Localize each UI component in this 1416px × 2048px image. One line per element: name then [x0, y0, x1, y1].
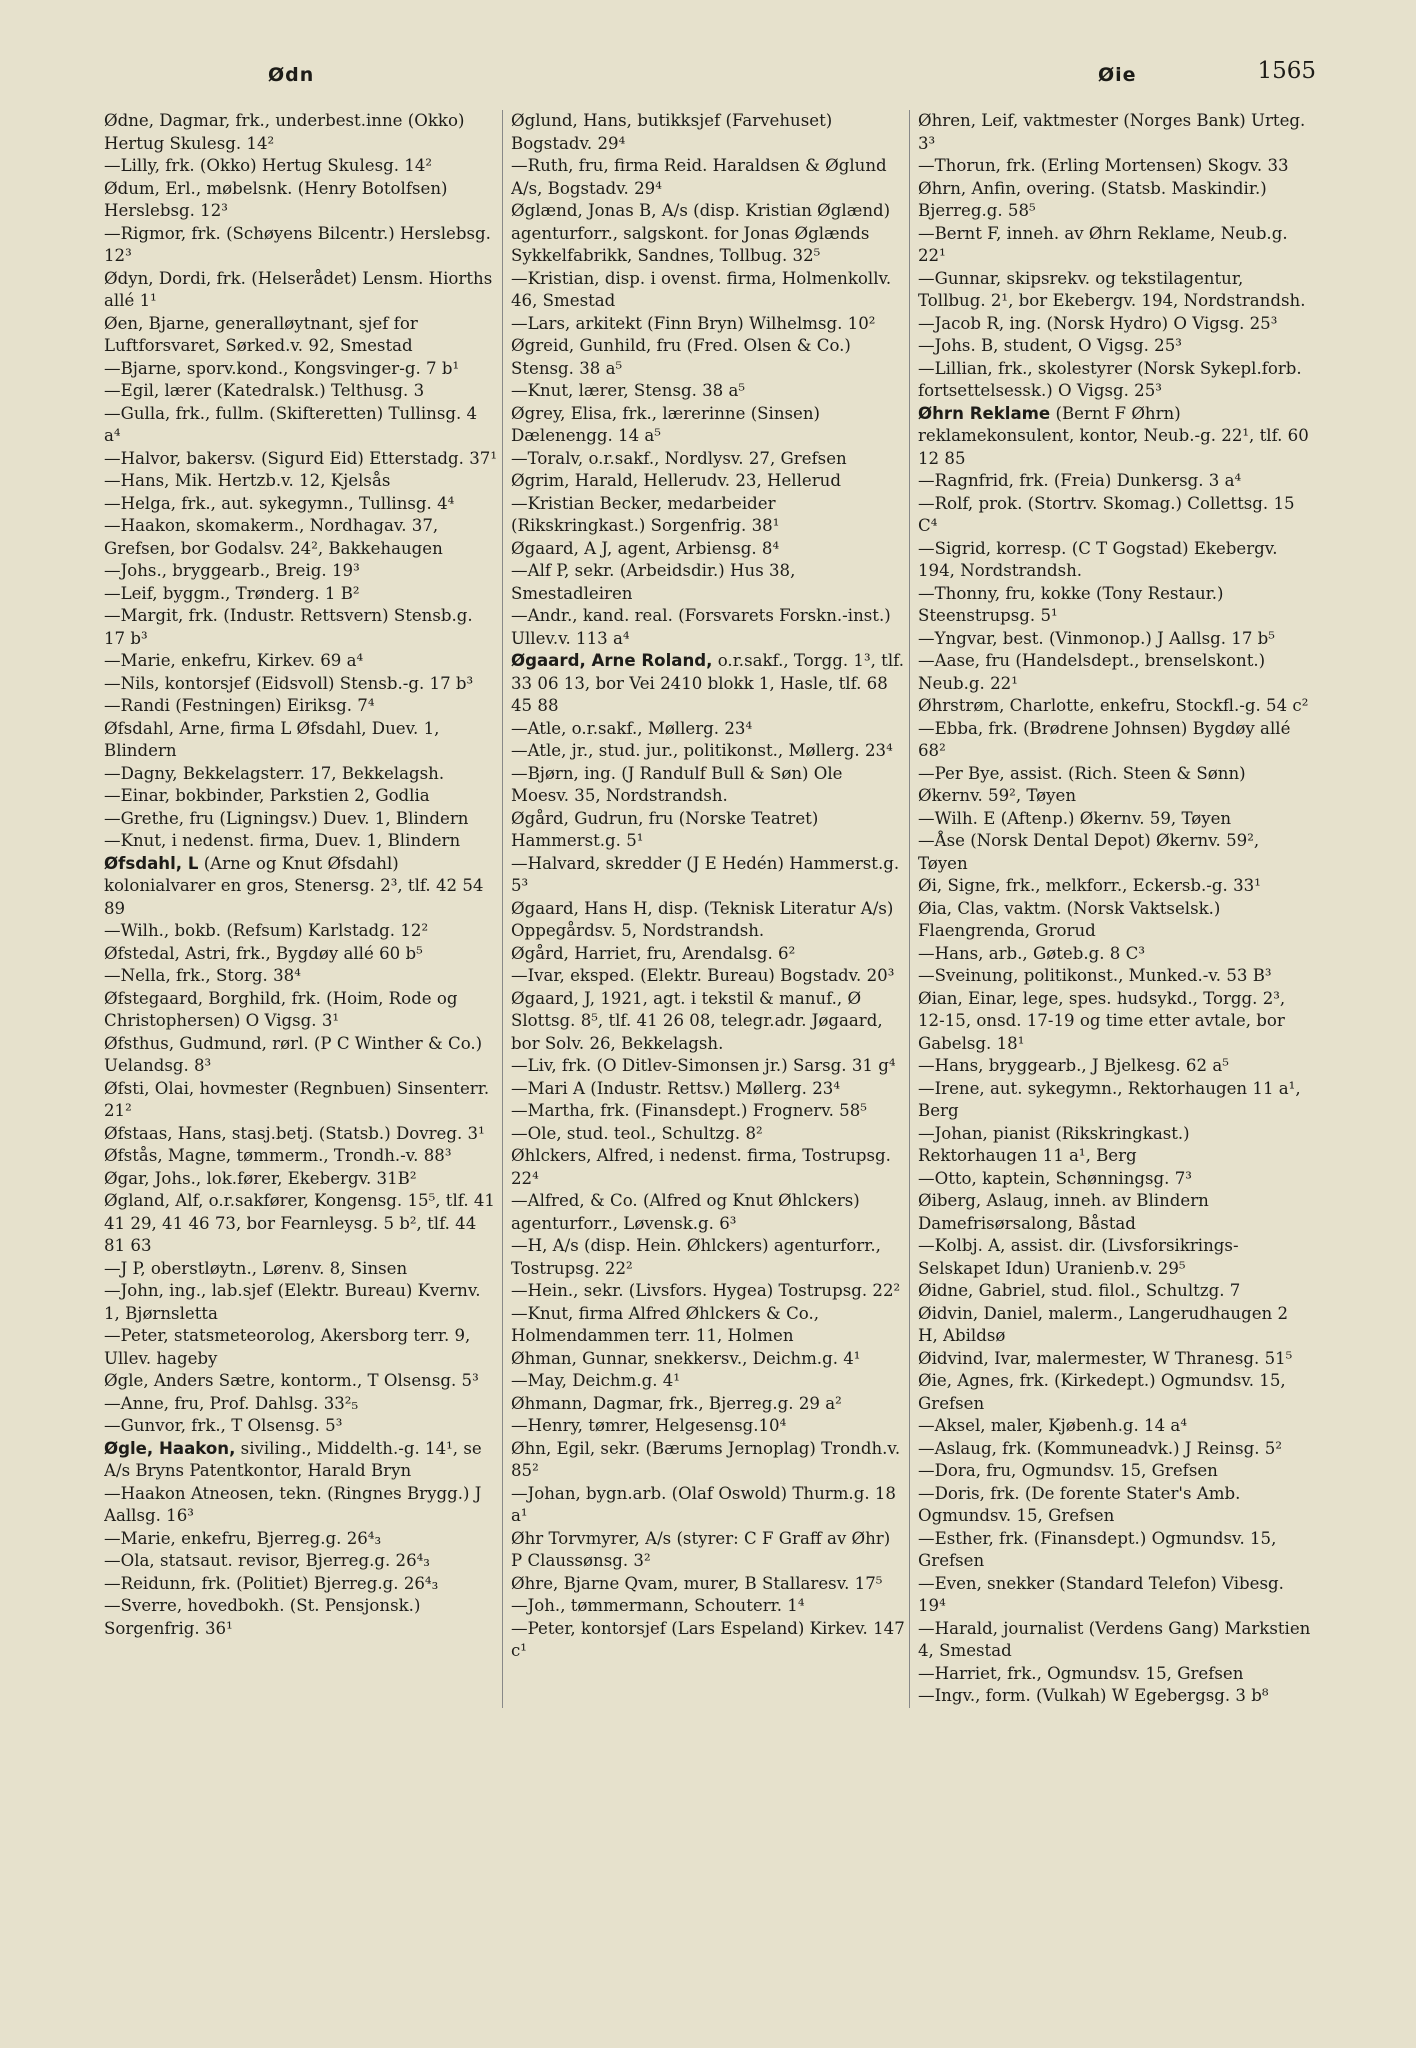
- entry-text: —J P, oberstløytn., Lørenv. 8, Sinsen: [104, 1258, 408, 1278]
- directory-entry: [104, 1483, 498, 1528]
- directory-entry: [511, 740, 905, 763]
- entry-text: —Hans, bryggearb., J Bjelkesg. 62 a⁵: [918, 1056, 1229, 1075]
- directory-entry: [918, 1280, 1312, 1303]
- entry-text: —Ivar, eksped. (Elektr. Bureau) Bogstadv. 20³: [511, 966, 895, 985]
- entry-text: —Kristian Becker, medarbeider (Rikskringkast.) Sorgenfrig. 38¹: [511, 493, 780, 535]
- entry-text: Øfstaas, Hans, stasj.betj. (Statsb.) Dovreg. 3¹: [104, 1123, 485, 1143]
- entry-text: —H, A/s (disp. Hein. Øhlckers) agenturforr., Tostrupsg. 22²: [511, 1236, 881, 1278]
- directory-entry: [918, 1618, 1312, 1663]
- entry-text: Øgrey, Elisa, frk., lærerinne (Sinsen) Dælenengg. 14 a⁵: [511, 403, 821, 445]
- entry-text: —Andr., kand. real. (Forsvarets Forskn.-inst.) Ullev.v. 113 a⁴: [511, 606, 891, 648]
- directory-entry: [511, 1393, 905, 1416]
- entry-text: —Lillian, frk., skolestyrer (Norsk Sykepl.forb. fortsettelsessk.) O Vigsg. 25³: [918, 358, 1302, 400]
- directory-entry: [104, 1550, 498, 1573]
- entry-text: —Bjørn, ing. (J Randulf Bull & Søn) Ole Moesv. 35, Nordstrandsh.: [511, 763, 843, 805]
- directory-entry: [511, 1078, 905, 1101]
- directory-entry: [918, 178, 1312, 223]
- directory-entry: [104, 605, 498, 650]
- directory-entry: [918, 1663, 1312, 1686]
- directory-entry: [918, 718, 1312, 763]
- entry-text: —Martha, frk. (Finansdept.) Frognerv. 58⁵: [511, 1101, 867, 1120]
- directory-entry: [511, 1123, 905, 1146]
- entry-text: —Haakon Atneosen, tekn. (Ringnes Brygg.) J Aallsg. 16³: [104, 1483, 482, 1525]
- entry-text: —Atle, o.r.sakf., Møllerg. 23⁴: [511, 718, 753, 738]
- directory-entry: [918, 1123, 1312, 1168]
- entry-text: Øidne, Gabriel, stud. filol., Schultzg. 7: [918, 1281, 1241, 1300]
- entry-text: —Grethe, fru (Ligningsv.) Duev. 1, Blindern: [104, 808, 469, 828]
- entry-bold-name: Øhrn Reklame: [918, 403, 1051, 423]
- directory-entry: [918, 1190, 1312, 1235]
- entry-text: Øhman, Gunnar, snekkersv., Deichm.g. 4¹: [511, 1348, 861, 1368]
- entry-text: siviling., Middelth.-g. 14¹, se A/s Bryns Patentkontor, Harald Bryn: [104, 1438, 482, 1480]
- directory-entry: [104, 358, 498, 381]
- entry-text: —Alfred, & Co. (Alfred og Knut Øhlckers) agenturforr., Løvensk.g. 6³: [511, 1191, 860, 1233]
- directory-entry: [511, 470, 905, 493]
- entry-text: Øhre, Bjarne Qvam, murer, B Stallaresv. 17⁵: [511, 1573, 883, 1593]
- entry-text: —Knut, i nedenst. firma, Duev. 1, Blindern: [104, 831, 461, 850]
- directory-entry: [511, 493, 905, 538]
- entry-text: —Marie, enkefru, Bjerreg.g. 26⁴₃: [104, 1528, 382, 1548]
- directory-entry: [918, 808, 1312, 831]
- entry-text: Øgaard, J, 1921, agt. i tekstil & manuf., Ø Slottsg. 8⁵, tlf. 41 26 08, telegr.adr. Jøgaard, bor Solv. 26, Bekkelagsh.: [511, 988, 883, 1053]
- entry-text: Øgle, Anders Sætre, kontorm., T Olsensg. 5³: [104, 1371, 479, 1390]
- entry-text: —Esther, frk. (Finansdept.) Ogmundsv. 15, Grefsen: [918, 1528, 1277, 1570]
- directory-entry: [918, 1438, 1312, 1461]
- entry-text: —Gunnar, skipsrekv. og tekstilagentur, Tollbug. 2¹, bor Ekebergv. 194, Nordstrandsh.: [918, 268, 1306, 310]
- directory-entry: [104, 1393, 498, 1416]
- directory-column-1: [104, 110, 503, 1708]
- entry-text: —Ebba, frk. (Brødrene Johnsen) Bygdøy allé 68²: [918, 718, 1291, 760]
- entry-text: Øgreid, Gunhild, fru (Fred. Olsen & Co.) Stensg. 38 a⁵: [511, 336, 851, 378]
- directory-entry: [511, 380, 905, 403]
- page-header: [100, 58, 1316, 92]
- entry-text: —Reidunn, frk. (Politiet) Bjerreg.g. 26⁴₃: [104, 1573, 439, 1593]
- directory-entry: [104, 1168, 498, 1191]
- directory-entry: [511, 538, 905, 561]
- directory-entry: [918, 538, 1312, 583]
- entry-text: —Rigmor, frk. (Schøyens Bilcentr.) Herslebsg. 12³: [104, 223, 491, 265]
- directory-entry: [104, 223, 498, 268]
- directory-entry: [918, 628, 1312, 651]
- entry-text: —Knut, firma Alfred Øhlckers & Co., Holmendammen terr. 11, Holmen: [511, 1303, 820, 1345]
- entry-text: —Lars, arkitekt (Finn Bryn) Wilhelmsg. 10²: [511, 313, 876, 333]
- entry-text: —Even, snekker (Standard Telefon) Vibesg. 19⁴: [918, 1573, 1284, 1615]
- directory-entry: [918, 898, 1312, 943]
- entry-text: —Marie, enkefru, Kirkev. 69 a⁴: [104, 651, 364, 670]
- entry-text: —Lilly, frk. (Okko) Hertug Skulesg. 14²: [104, 156, 433, 175]
- entry-text: —Bernt F, inneh. av Øhrn Reklame, Neub.g. 22¹: [918, 223, 1288, 265]
- directory-entry: [104, 515, 498, 560]
- entry-text: Ødyn, Dordi, frk. (Helserådet) Lensm. Hiorths allé 1¹: [104, 268, 493, 310]
- entry-text: —Ragnfrid, frk. (Freia) Dunkersg. 3 a⁴: [918, 471, 1242, 490]
- entry-text: —Atle, jr., stud. jur., politikonst., Møllerg. 23⁴: [511, 741, 893, 760]
- directory-entry: [918, 1303, 1312, 1348]
- entry-text: —Aslaug, frk. (Kommuneadvk.) J Reinsg. 5²: [918, 1438, 1283, 1458]
- entry-bold-name: Øgaard, Arne Roland,: [511, 651, 713, 670]
- directory-entry: [104, 1123, 498, 1146]
- directory-entry: [104, 1258, 498, 1281]
- directory-entry: [511, 403, 905, 448]
- entry-text: Øhn, Egil, sekr. (Bærums Jernoplag) Trondh.v. 85²: [511, 1438, 901, 1480]
- directory-entry: [511, 965, 905, 988]
- directory-entry: [511, 988, 905, 1056]
- directory-entry: [511, 1438, 905, 1483]
- directory-entry: [918, 763, 1312, 808]
- directory-entry: [104, 448, 498, 471]
- directory-entry: [511, 718, 905, 741]
- directory-entry: [104, 830, 498, 853]
- directory-entry: [104, 470, 498, 493]
- entry-text: (Bernt F Øhrn) reklamekonsulent, kontor, Neub.-g. 22¹, tlf. 60 12 85: [918, 403, 1309, 468]
- directory-entry: [918, 830, 1312, 875]
- directory-entry: [104, 1078, 498, 1123]
- directory-entry: [511, 898, 905, 943]
- entry-text: —Mari A (Industr. Rettsv.) Møllerg. 23⁴: [511, 1078, 840, 1098]
- entry-text: Øhlckers, Alfred, i nedenst. firma, Tostrupsg. 22⁴: [511, 1146, 891, 1188]
- entry-text: —Thonny, fru, kokke (Tony Restaur.) Steenstrupsg. 5¹: [918, 583, 1224, 625]
- entry-text: —Gulla, frk., fullm. (Skifteretten) Tullinsg. 4 a⁴: [104, 403, 478, 445]
- entry-text: —Randi (Festningen) Eiriksg. 7⁴: [104, 696, 375, 715]
- directory-entry: [918, 695, 1312, 718]
- entry-text: Øidvind, Ivar, malermester, W Thranesg. 51⁵: [918, 1348, 1293, 1368]
- directory-entry: [104, 920, 498, 943]
- entry-text: —Johs. B, student, O Vigsg. 25³: [918, 336, 1182, 355]
- directory-entry: [511, 1573, 905, 1596]
- directory-entry: [511, 1145, 905, 1190]
- directory-entry: [918, 1685, 1312, 1708]
- entry-text: Øfstegaard, Borghild, frk. (Hoim, Rode og Christophersen) O Vigsg. 3¹: [104, 988, 458, 1030]
- entry-text: —Yngvar, best. (Vinmonop.) J Aallsg. 17 b⁵: [918, 628, 1275, 648]
- entry-text: —Henry, tømrer, Helgesensg.10⁴: [511, 1416, 787, 1435]
- entry-text: Øfstås, Magne, tømmerm., Trondh.-v. 88³: [104, 1146, 452, 1165]
- directory-entry: [918, 875, 1312, 898]
- directory-entry: [104, 785, 498, 808]
- directory-entry: [511, 1618, 905, 1663]
- entry-text: Øgård, Gudrun, fru (Norske Teatret) Hammerst.g. 5¹: [511, 808, 819, 850]
- directory-entry: [104, 1190, 498, 1258]
- directory-entry: [511, 1235, 905, 1280]
- entry-text: —Peter, statsmeteorolog, Akersborg terr. 9, Ullev. hageby: [104, 1326, 471, 1368]
- directory-entry: [918, 1573, 1312, 1618]
- entry-text: —Nils, kontorsjef (Eidsvoll) Stensb.-g. 17 b³: [104, 673, 474, 693]
- directory-entry: [918, 403, 1312, 471]
- entry-text: Øgland, Alf, o.r.sakfører, Kongensg. 15⁵, tlf. 41 41 29, 41 46 73, bor Fearnleysg. 5 b², tlf. 44 81 63: [104, 1191, 495, 1255]
- entry-text: Øia, Clas, vaktm. (Norsk Vaktselsk.) Flaengrenda, Grorud: [918, 898, 1221, 940]
- directory-entry: [511, 1370, 905, 1393]
- entry-text: Øhmann, Dagmar, frk., Bjerreg.g. 29 a²: [511, 1393, 842, 1413]
- directory-entry: [918, 1483, 1312, 1528]
- entry-text: —Otto, kaptein, Schønningsg. 7³: [918, 1168, 1192, 1188]
- entry-text: o.r.sakf., Torgg. 1³, tlf. 33 06 13, bor Vei 2410 blokk 1, Hasle, tlf. 68 45 88: [511, 651, 904, 715]
- entry-text: —Egil, lærer (Katedralsk.) Telthusg. 3: [104, 381, 425, 400]
- entry-text: —Halvor, bakersv. (Sigurd Eid) Etterstadg. 37¹: [104, 448, 497, 468]
- entry-text: —Per Bye, assist. (Rich. Steen & Sønn) Økernv. 59², Tøyen: [918, 763, 1246, 805]
- directory-entry: [511, 1528, 905, 1573]
- entry-text: Øhrn, Anfin, overing. (Statsb. Maskindir.) Bjerreg.g. 58⁵: [918, 178, 1267, 220]
- directory-entry: [104, 583, 498, 606]
- entry-text: —Wilh. E (Aftenp.) Økernv. 59, Tøyen: [918, 808, 1232, 828]
- directory-entry: [104, 268, 498, 313]
- directory-entry: [511, 1190, 905, 1235]
- directory-entry: [104, 560, 498, 583]
- directory-entry: [511, 1348, 905, 1371]
- entry-text: Ødum, Erl., møbelsnk. (Henry Botolfsen) Herslebsg. 12³: [104, 178, 448, 220]
- entry-text: Øhren, Leif, vaktmester (Norges Bank) Urteg. 3³: [918, 111, 1306, 153]
- entry-text: Øfsthus, Gudmund, rørl. (P C Winther & Co.) Uelandsg. 8³: [104, 1033, 483, 1075]
- directory-entry: [918, 313, 1312, 336]
- entry-text: Øhrstrøm, Charlotte, enkefru, Stockfl.-g. 54 c²: [918, 696, 1309, 715]
- entry-text: —Sigrid, korresp. (C T Gogstad) Ekebergv. 194, Nordstrandsh.: [918, 538, 1278, 580]
- entry-text: —Anne, fru, Prof. Dahlsg. 33²₅: [104, 1393, 359, 1413]
- entry-text: (Arne og Knut Øfsdahl) kolonialvarer en gros, Stenersg. 2³, tlf. 42 54 89: [104, 853, 484, 918]
- directory-entry: [104, 1438, 498, 1483]
- directory-entry: [104, 1145, 498, 1168]
- directory-entry: [104, 403, 498, 448]
- entry-text: Øglund, Hans, butikksjef (Farvehuset) Bogstadv. 29⁴: [511, 111, 833, 153]
- directory-entry: [511, 650, 905, 718]
- entry-text: —Ole, stud. teol., Schultzg. 8²: [511, 1123, 763, 1143]
- entry-text: —Hein., sekr. (Livsfors. Hygea) Tostrupsg. 22²: [511, 1281, 901, 1300]
- entry-text: Øgaard, A J, agent, Arbiensg. 8⁴: [511, 538, 780, 558]
- directory-entry: [918, 1348, 1312, 1371]
- directory-entry: [918, 223, 1312, 268]
- entry-text: —Sverre, hovedbokh. (St. Pensjonsk.) Sorgenfrig. 36¹: [104, 1596, 421, 1638]
- directory-entry: [104, 178, 498, 223]
- entry-text: —Johs., bryggearb., Breig. 19³: [104, 561, 360, 580]
- entry-text: —Hans, Mik. Hertzb.v. 12, Kjelsås: [104, 471, 391, 490]
- entry-text: Ødne, Dagmar, frk., underbest.inne (Okko) Hertug Skulesg. 14²: [104, 111, 465, 153]
- directory-entry: [918, 943, 1312, 966]
- entry-text: Øhr Torvmyrer, A/s (styrer: C F Graff av Øhr) P Claussønsg. 3²: [511, 1528, 891, 1570]
- directory-entry: [104, 763, 498, 786]
- entry-text: —Nella, frk., Storg. 38⁴: [104, 966, 301, 985]
- entry-bold-name: Øgle, Haakon,: [104, 1438, 236, 1458]
- header-guide-word-left: Ødn: [268, 64, 315, 86]
- entry-text: —Harald, journalist (Verdens Gang) Markstien 4, Smestad: [918, 1618, 1311, 1660]
- directory-entry: [104, 1528, 498, 1551]
- directory-entry: [918, 1528, 1312, 1573]
- entry-text: Øen, Bjarne, generalløytnant, sjef for Luftforsvaret, Sørked.v. 92, Smestad: [104, 313, 418, 355]
- entry-text: —Peter, kontorsjef (Lars Espeland) Kirkev. 147 c¹: [511, 1618, 905, 1660]
- directory-entry: [511, 1483, 905, 1528]
- directory-entry: [918, 1078, 1312, 1123]
- directory-entry: [104, 965, 498, 988]
- directory-entry: [918, 650, 1312, 695]
- page-number: 1565: [1257, 58, 1316, 84]
- entry-text: —Toralv, o.r.sakf., Nordlysv. 27, Grefsen: [511, 448, 847, 468]
- entry-text: Øidvin, Daniel, malerm., Langerudhaugen 2 H, Abildsø: [918, 1303, 1289, 1345]
- directory-entry: [511, 943, 905, 966]
- directory-column-3: [918, 110, 1312, 1708]
- entry-text: —May, Deichm.g. 4¹: [511, 1371, 680, 1390]
- directory-entry: [511, 448, 905, 471]
- entry-text: —Alf P, sekr. (Arbeidsdir.) Hus 38, Smestadleiren: [511, 561, 796, 603]
- directory-entry: [918, 1415, 1312, 1438]
- directory-column-2: [511, 110, 910, 1708]
- directory-entry: [918, 335, 1312, 358]
- entry-text: Øfsdahl, Arne, firma L Øfsdahl, Duev. 1, Blindern: [104, 718, 440, 760]
- directory-entry: [918, 988, 1312, 1056]
- entry-text: —Dora, fru, Ogmundsv. 15, Grefsen: [918, 1461, 1218, 1480]
- directory-entry: [511, 560, 905, 605]
- directory-entry: [104, 853, 498, 921]
- directory-entry: [104, 380, 498, 403]
- entry-bold-name: Øfsdahl, L: [104, 853, 199, 873]
- entry-text: —Harriet, frk., Ogmundsv. 15, Grefsen: [918, 1663, 1244, 1683]
- directory-entry: [104, 1325, 498, 1370]
- directory-entry: [511, 1595, 905, 1618]
- directory-entry: [918, 1370, 1312, 1415]
- entry-text: —Liv, frk. (O Ditlev-Simonsen jr.) Sarsg. 31 g⁴: [511, 1056, 896, 1075]
- directory-entry: [511, 1055, 905, 1078]
- entry-text: —Johan, pianist (Rikskringkast.) Rektorhaugen 11 a¹, Berg: [918, 1123, 1190, 1165]
- entry-text: —Halvard, skredder (J E Hedén) Hammerst.g. 5³: [511, 853, 900, 895]
- entry-text: Øgaard, Hans H, disp. (Teknisk Literatur A/s) Oppegårdsv. 5, Nordstrandsh.: [511, 898, 894, 940]
- directory-entry: [104, 1370, 498, 1393]
- entry-text: —Kristian, disp. i ovenst. firma, Holmenkollv. 46, Smestad: [511, 268, 892, 310]
- directory-entry: [104, 1280, 498, 1325]
- entry-text: Øgar, Johs., lok.fører, Ekebergv. 31B²: [104, 1168, 417, 1188]
- directory-entry: [511, 1415, 905, 1438]
- directory-entry: [511, 155, 905, 200]
- directory-entry: [511, 335, 905, 380]
- entry-text: —Irene, aut. sykegymn., Rektorhaugen 11 a¹, Berg: [918, 1078, 1301, 1120]
- directory-entry: [511, 110, 905, 155]
- directory-entry: [104, 155, 498, 178]
- directory-entry: [511, 1303, 905, 1348]
- directory-entry: [104, 673, 498, 696]
- directory-entry: [511, 200, 905, 268]
- entry-text: —Dagny, Bekkelagsterr. 17, Bekkelagsh.: [104, 763, 445, 783]
- directory-entry: [918, 268, 1312, 313]
- entry-text: —Haakon, skomakerm., Nordhagav. 37, Grefsen, bor Godalsv. 24², Bakkehaugen: [104, 516, 443, 558]
- entry-text: —Knut, lærer, Stensg. 38 a⁵: [511, 381, 746, 400]
- directory-entry: [104, 718, 498, 763]
- entry-text: —Margit, frk. (Industr. Rettsvern) Stensb.g. 17 b³: [104, 606, 473, 648]
- header-guide-word-right: Øie: [1098, 64, 1137, 86]
- entry-text: Øian, Einar, lege, spes. hudsykd., Torgg. 2³, 12-15, onsd. 17-19 og time etter avtale, bor Gabelsg. 18¹: [918, 988, 1286, 1053]
- entry-text: —Aksel, maler, Kjøbenh.g. 14 a⁴: [918, 1416, 1187, 1435]
- directory-entry: [511, 853, 905, 898]
- directory-entry: [511, 1100, 905, 1123]
- entry-text: —Leif, byggm., Trønderg. 1 B²: [104, 583, 360, 603]
- entry-text: —Aase, fru (Handelsdept., brenselskont.) Neub.g. 22¹: [918, 651, 1266, 693]
- directory-entry: [104, 650, 498, 673]
- entry-text: —Doris, frk. (De forente Stater's Amb. Ogmundsv. 15, Grefsen: [918, 1483, 1241, 1525]
- directory-columns: [104, 110, 1312, 1708]
- directory-entry: [511, 1280, 905, 1303]
- entry-text: —Åse (Norsk Dental Depot) Økernv. 59², Tøyen: [918, 831, 1260, 873]
- directory-entry: [511, 808, 905, 853]
- directory-entry: [104, 943, 498, 966]
- entry-text: —Jacob R, ing. (Norsk Hydro) O Vigsg. 25³: [918, 313, 1278, 333]
- directory-entry: [104, 493, 498, 516]
- directory-entry: [918, 155, 1312, 178]
- entry-text: —Helga, frk., aut. sykegymn., Tullinsg. 4⁴: [104, 493, 455, 513]
- directory-entry: [104, 988, 498, 1033]
- directory-entry: [104, 695, 498, 718]
- directory-entry: [918, 1460, 1312, 1483]
- entry-text: Øfsti, Olai, hovmester (Regnbuen) Sinsenterr. 21²: [104, 1078, 490, 1120]
- directory-entry: [918, 1055, 1312, 1078]
- entry-text: —Joh., tømmermann, Schouterr. 1⁴: [511, 1596, 805, 1615]
- directory-entry: [104, 1033, 498, 1078]
- directory-entry: [104, 1415, 498, 1438]
- entry-text: —Kolbj. A, assist. dir. (Livsforsikrings-Selskapet Idun) Uranienb.v. 29⁵: [918, 1236, 1239, 1278]
- entry-text: —Ingv., form. (Vulkah) W Egebergsg. 3 b⁸: [918, 1686, 1269, 1705]
- directory-entry: [104, 110, 498, 155]
- directory-entry: [511, 268, 905, 313]
- entry-text: —Ola, statsaut. revisor, Bjerreg.g. 26⁴₃: [104, 1551, 430, 1570]
- entry-text: Øiberg, Aslaug, inneh. av Blindern Damefrisørsalong, Båstad: [918, 1191, 1209, 1233]
- entry-text: —Johan, bygn.arb. (Olaf Oswold) Thurm.g. 18 a¹: [511, 1483, 896, 1525]
- entry-text: —Rolf, prok. (Stortrv. Skomag.) Collettsg. 15 C⁴: [918, 493, 1295, 535]
- directory-entry: [918, 110, 1312, 155]
- entry-text: Øie, Agnes, frk. (Kirkedept.) Ogmundsv. 15, Grefsen: [918, 1371, 1286, 1413]
- directory-entry: [104, 1595, 498, 1640]
- entry-text: —Gunvor, frk., T Olsensg. 5³: [104, 1416, 343, 1435]
- directory-entry: [104, 808, 498, 831]
- entry-text: —Einar, bokbinder, Parkstien 2, Godlia: [104, 786, 430, 805]
- directory-entry: [918, 965, 1312, 988]
- entry-text: —Bjarne, sporv.kond., Kongsvinger-g. 7 b¹: [104, 358, 460, 378]
- entry-text: Øgrim, Harald, Hellerudv. 23, Hellerud: [511, 471, 841, 490]
- entry-text: —Thorun, frk. (Erling Mortensen) Skogv. 33: [918, 156, 1289, 175]
- entry-text: —John, ing., lab.sjef (Elektr. Bureau) Kvernv. 1, Bjørnsletta: [104, 1281, 481, 1323]
- directory-entry: [511, 605, 905, 650]
- directory-entry: [918, 1235, 1312, 1280]
- entry-text: Øi, Signe, frk., melkforr., Eckersb.-g. 33¹: [918, 876, 1261, 895]
- entry-text: Øfstedal, Astri, frk., Bygdøy allé 60 b⁵: [104, 943, 423, 963]
- entry-text: —Sveinung, politikonst., Munked.-v. 53 B³: [918, 966, 1272, 985]
- directory-entry: [104, 313, 498, 358]
- entry-text: —Hans, arb., Gøteb.g. 8 C³: [918, 943, 1145, 963]
- entry-text: Øglænd, Jonas B, A/s (disp. Kristian Øglænd) agenturforr., salgskont. for Jonas Øglænds Sykkelfabrikk, Sandnes, Tollbug. 32⁵: [511, 201, 891, 265]
- entry-text: Øgård, Harriet, fru, Arendalsg. 6²: [511, 943, 796, 963]
- directory-entry: [511, 313, 905, 336]
- directory-entry: [511, 763, 905, 808]
- entry-text: —Wilh., bokb. (Refsum) Karlstadg. 12²: [104, 921, 429, 940]
- directory-entry: [918, 1168, 1312, 1191]
- directory-entry: [918, 493, 1312, 538]
- entry-text: —Ruth, fru, firma Reid. Haraldsen & Øglund A/s, Bogstadv. 29⁴: [511, 156, 887, 198]
- directory-entry: [918, 358, 1312, 403]
- directory-entry: [104, 1573, 498, 1596]
- directory-entry: [918, 583, 1312, 628]
- directory-entry: [918, 470, 1312, 493]
